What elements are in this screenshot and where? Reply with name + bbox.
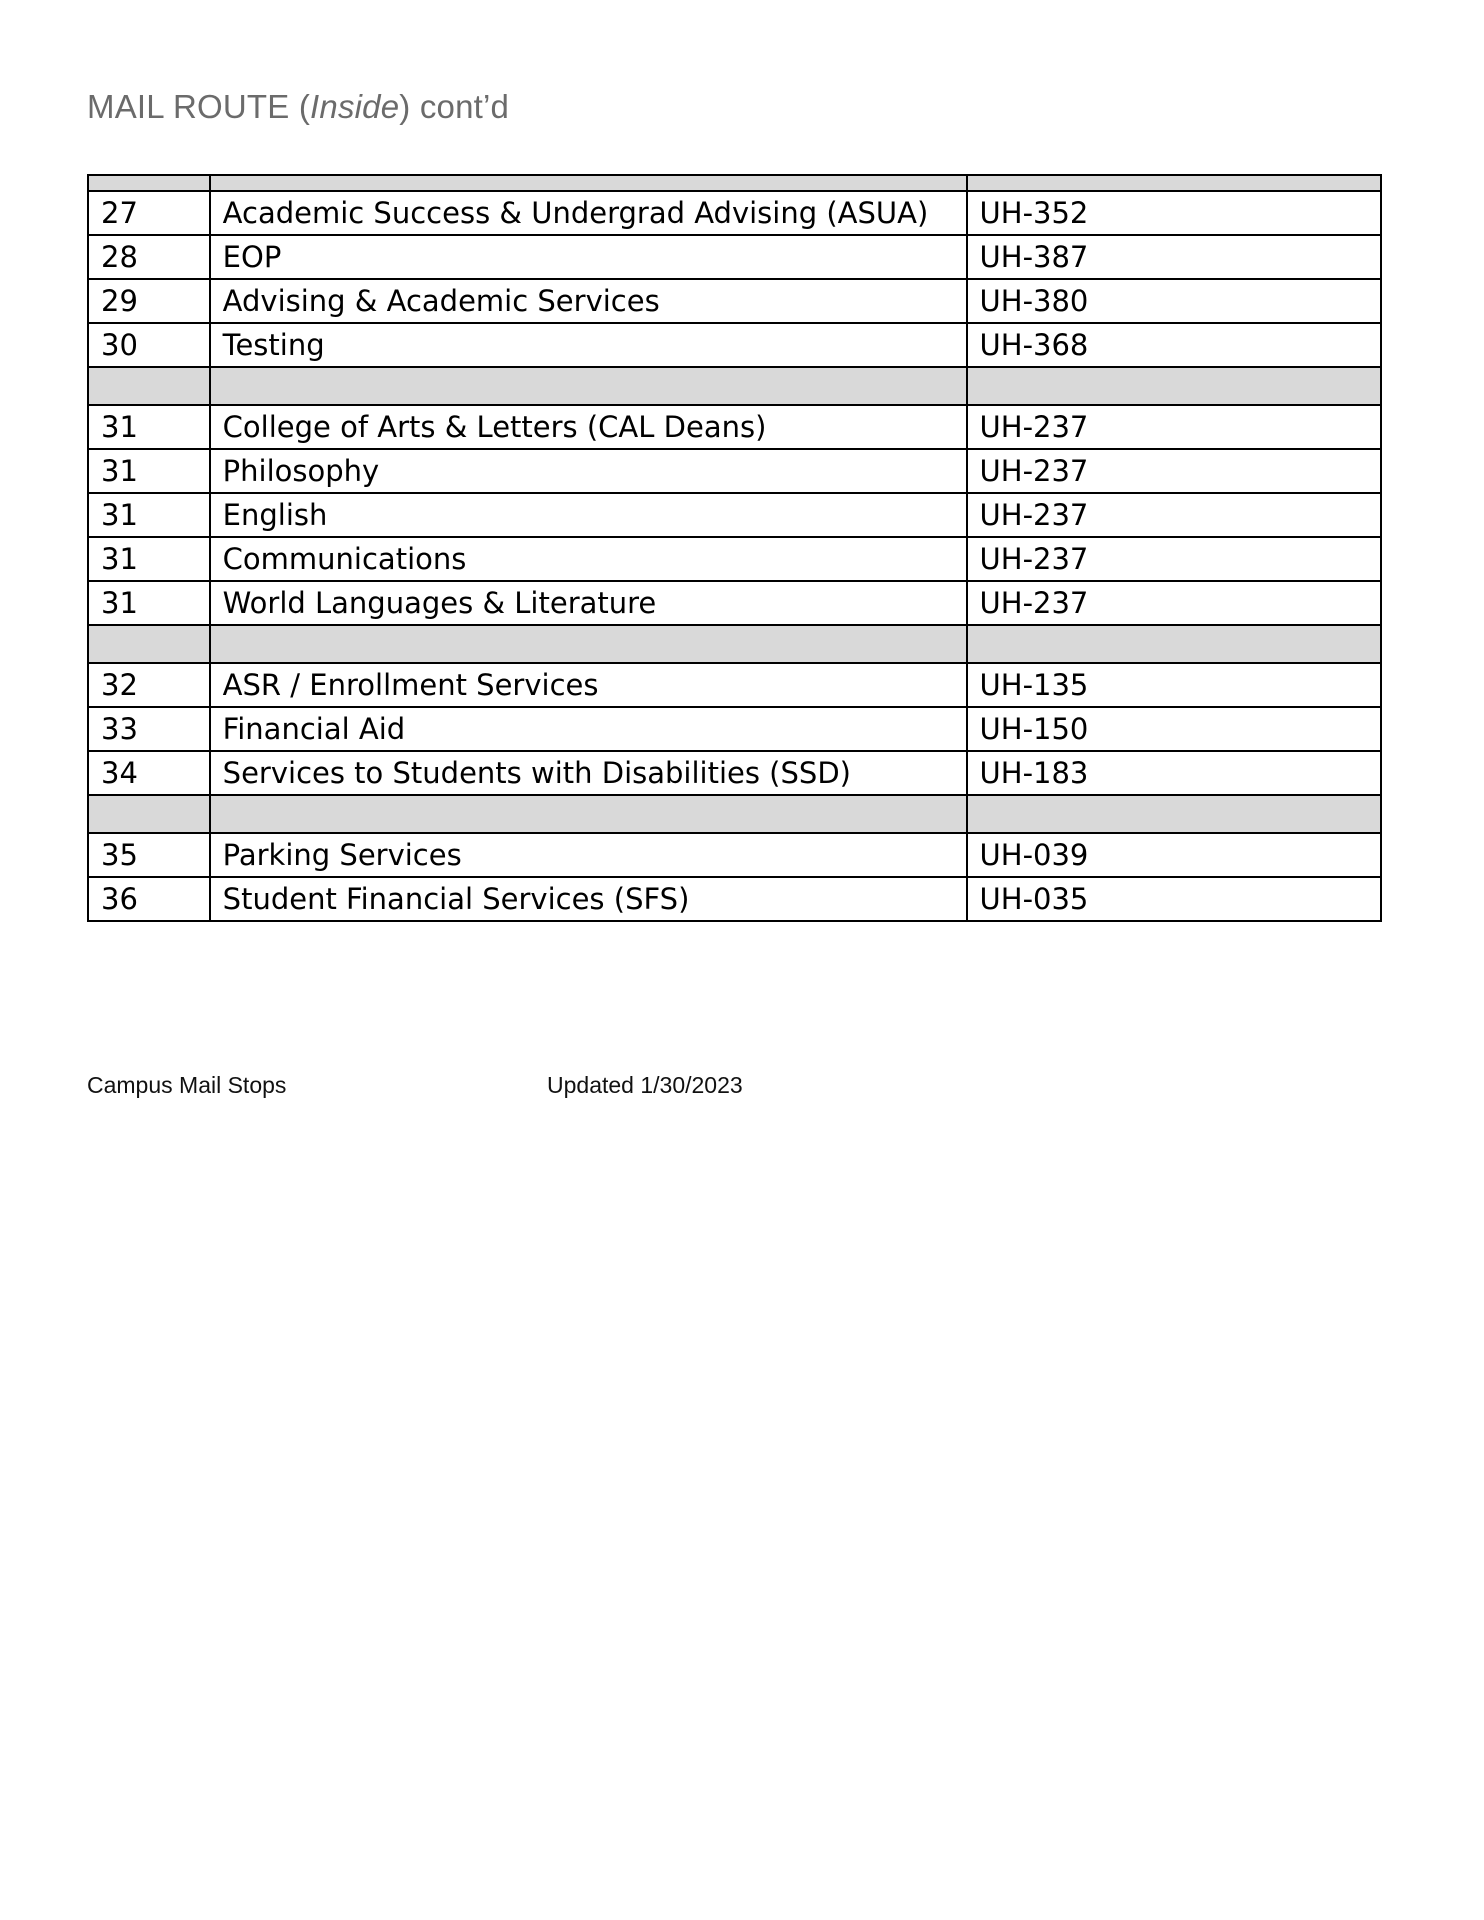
- group-separator-row: [88, 795, 1381, 833]
- room-cell: UH-183: [967, 751, 1381, 795]
- department-cell: Parking Services: [210, 833, 967, 877]
- room-cell: UH-387: [967, 235, 1381, 279]
- department-cell: Academic Success & Undergrad Advising (ASUA): [210, 191, 967, 235]
- table-row: [88, 537, 1381, 581]
- table-row: [88, 323, 1381, 367]
- stop-number-cell: 34: [88, 751, 210, 795]
- page-title: [87, 88, 509, 126]
- department-cell: Communications: [210, 537, 967, 581]
- room-cell: UH-237: [967, 537, 1381, 581]
- stop-number-cell: 28: [88, 235, 210, 279]
- room-cell: UH-150: [967, 707, 1381, 751]
- stop-number-cell: 29: [88, 279, 210, 323]
- department-cell: Advising & Academic Services: [210, 279, 967, 323]
- stop-number-cell: 31: [88, 449, 210, 493]
- stop-number-cell: 36: [88, 877, 210, 921]
- department-cell: World Languages & Literature: [210, 581, 967, 625]
- stop-number-cell: 30: [88, 323, 210, 367]
- header-cell: [88, 175, 210, 191]
- title-prefix: MAIL ROUTE (: [87, 88, 311, 125]
- header-cell: [210, 175, 967, 191]
- room-cell: UH-039: [967, 833, 1381, 877]
- department-cell: Financial Aid: [210, 707, 967, 751]
- table-row: [88, 877, 1381, 921]
- room-cell: UH-368: [967, 323, 1381, 367]
- department-cell: English: [210, 493, 967, 537]
- separator-cell: [88, 795, 210, 833]
- title-suffix: ) cont’d: [399, 88, 510, 125]
- table-row: [88, 191, 1381, 235]
- group-separator-row: [88, 367, 1381, 405]
- table-row: [88, 405, 1381, 449]
- department-cell: College of Arts & Letters (CAL Deans): [210, 405, 967, 449]
- room-cell: UH-035: [967, 877, 1381, 921]
- footer-updated-date: Updated 1/30/2023: [547, 1072, 743, 1098]
- footer-doc-name: Campus Mail Stops: [87, 1072, 287, 1098]
- table-row: [88, 581, 1381, 625]
- room-cell: UH-352: [967, 191, 1381, 235]
- department-cell: Services to Students with Disabilities (SSD): [210, 751, 967, 795]
- separator-cell: [88, 367, 210, 405]
- room-cell: UH-237: [967, 493, 1381, 537]
- department-cell: Student Financial Services (SFS): [210, 877, 967, 921]
- table-row: [88, 751, 1381, 795]
- mail-route-table: [87, 174, 1382, 922]
- stop-number-cell: 35: [88, 833, 210, 877]
- separator-cell: [967, 367, 1381, 405]
- room-cell: UH-237: [967, 449, 1381, 493]
- table-row: [88, 833, 1381, 877]
- separator-cell: [210, 367, 967, 405]
- table-row: [88, 279, 1381, 323]
- table-row: [88, 493, 1381, 537]
- stop-number-cell: 27: [88, 191, 210, 235]
- room-cell: UH-380: [967, 279, 1381, 323]
- stop-number-cell: 31: [88, 405, 210, 449]
- table-row: [88, 235, 1381, 279]
- table-row: [88, 707, 1381, 751]
- stop-number-cell: 31: [88, 581, 210, 625]
- department-cell: EOP: [210, 235, 967, 279]
- table-row: [88, 663, 1381, 707]
- separator-cell: [210, 625, 967, 663]
- department-cell: Philosophy: [210, 449, 967, 493]
- stop-number-cell: 32: [88, 663, 210, 707]
- separator-cell: [210, 795, 967, 833]
- separator-cell: [967, 625, 1381, 663]
- separator-cell: [967, 795, 1381, 833]
- department-cell: Testing: [210, 323, 967, 367]
- room-cell: UH-237: [967, 405, 1381, 449]
- header-cell: [967, 175, 1381, 191]
- stop-number-cell: 33: [88, 707, 210, 751]
- room-cell: UH-135: [967, 663, 1381, 707]
- table-header-row: [88, 175, 1381, 191]
- stop-number-cell: 31: [88, 537, 210, 581]
- title-italic: Inside: [310, 88, 400, 125]
- table-row: [88, 449, 1381, 493]
- group-separator-row: [88, 625, 1381, 663]
- separator-cell: [88, 625, 210, 663]
- room-cell: UH-237: [967, 581, 1381, 625]
- department-cell: ASR / Enrollment Services: [210, 663, 967, 707]
- stop-number-cell: 31: [88, 493, 210, 537]
